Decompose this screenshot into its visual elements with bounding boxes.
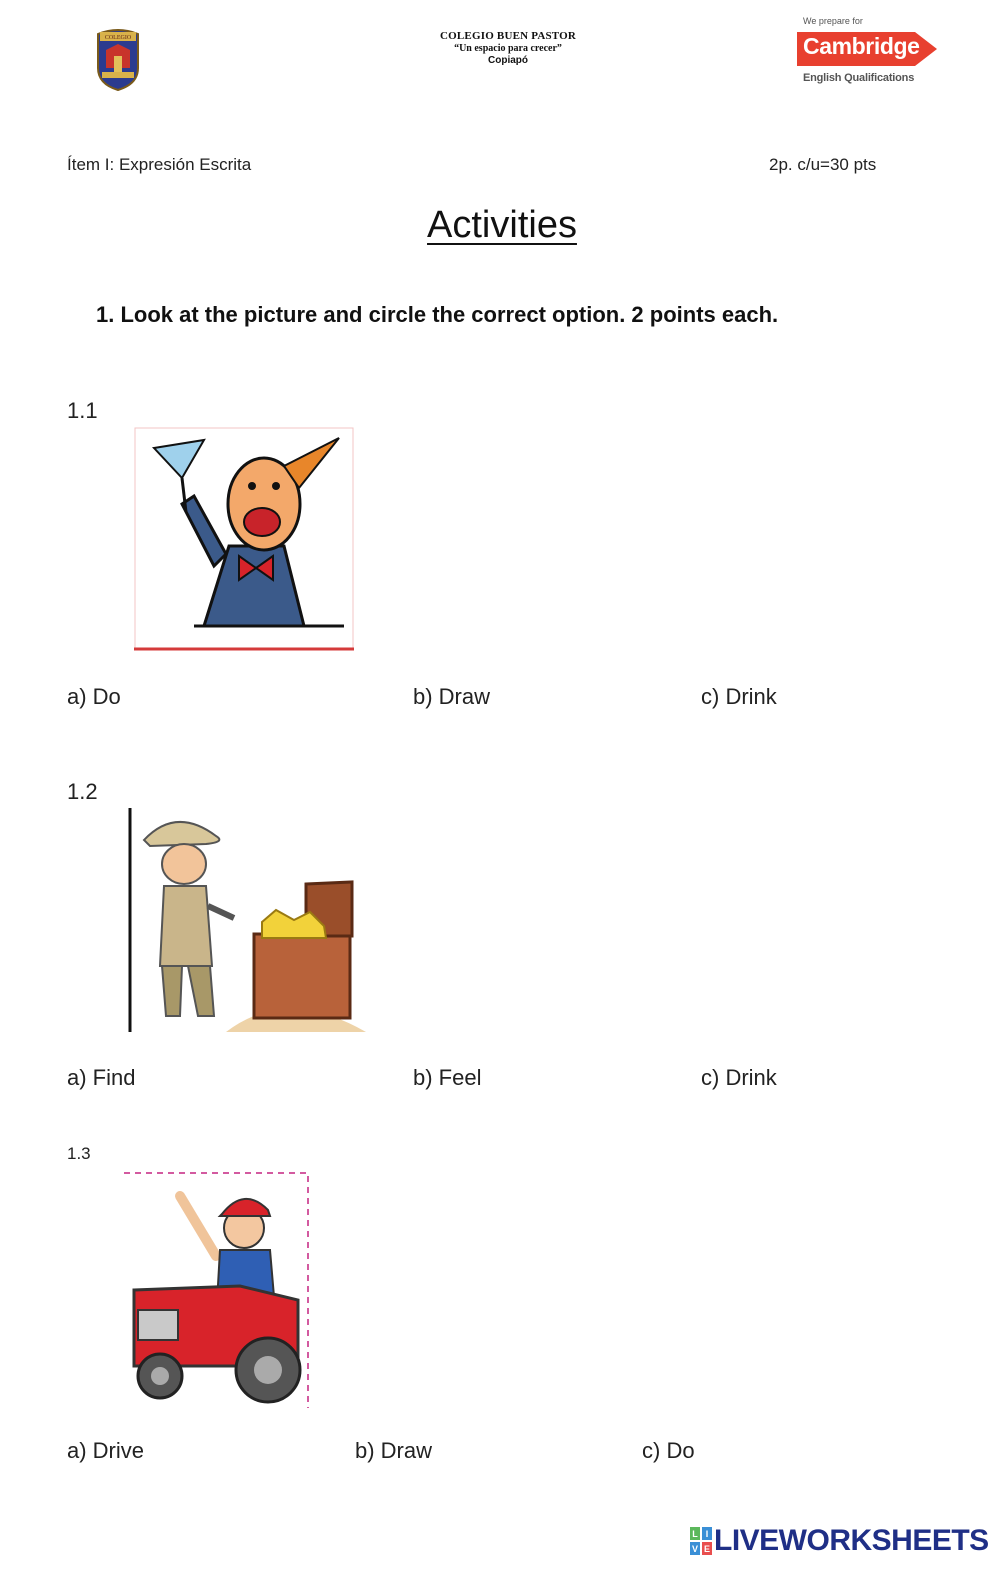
cambridge-logo-text: Cambridge bbox=[803, 33, 920, 59]
school-name: COLEGIO BUEN PASTOR bbox=[439, 30, 577, 42]
question-number-1-1: 1.1 bbox=[67, 398, 98, 423]
school-motto: “Un espacio para crecer” bbox=[454, 43, 562, 54]
cambridge-subtitle: English Qualifications bbox=[803, 72, 915, 84]
page-title: Activities bbox=[427, 204, 577, 246]
question-1-3-option-a[interactable]: a) Drive bbox=[67, 1438, 145, 1463]
svg-text:L: L bbox=[692, 1529, 698, 1539]
question-number-1-3: 1.3 bbox=[67, 1144, 91, 1163]
question-1-3-option-b[interactable]: b) Draw bbox=[355, 1438, 433, 1463]
crest-label: COLEGIO bbox=[104, 35, 132, 41]
item-points: 2p. c/u=30 pts bbox=[769, 155, 877, 174]
school-header bbox=[408, 30, 608, 66]
svg-text:V: V bbox=[691, 1544, 699, 1554]
explorer-treasure-picture bbox=[126, 806, 372, 1034]
party-man-picture bbox=[134, 426, 354, 652]
question-1-2-option-b[interactable]: b) Feel bbox=[413, 1065, 482, 1090]
question-number-1-2: 1.2 bbox=[67, 779, 98, 804]
question-1-2-option-c[interactable]: c) Drink bbox=[701, 1065, 777, 1090]
school-city: Copiapó bbox=[488, 55, 528, 66]
liveworksheets-logo-icon bbox=[690, 1527, 712, 1555]
question-1-1-option-c[interactable]: c) Drink bbox=[701, 684, 777, 709]
school-crest-logo bbox=[94, 28, 142, 92]
question-1-1-option-b[interactable]: b) Draw bbox=[413, 684, 491, 709]
farmer-tractor-picture bbox=[120, 1170, 312, 1410]
svg-text:E: E bbox=[703, 1544, 711, 1554]
question-1-1-option-a[interactable]: a) Do bbox=[67, 684, 121, 709]
question-1-2-option-a[interactable]: a) Find bbox=[67, 1065, 136, 1090]
liveworksheets-brand[interactable]: LIVEWORKSHEETS bbox=[714, 1524, 989, 1557]
question-1-3-option-c[interactable]: c) Do bbox=[642, 1438, 695, 1463]
svg-text:I: I bbox=[705, 1529, 709, 1539]
item-title: Ítem I: Expresión Escrita bbox=[67, 155, 252, 174]
cambridge-pretext: We prepare for bbox=[803, 16, 863, 26]
instruction: 1. Look at the picture and circle the correct option. 2 points each. bbox=[96, 302, 779, 327]
